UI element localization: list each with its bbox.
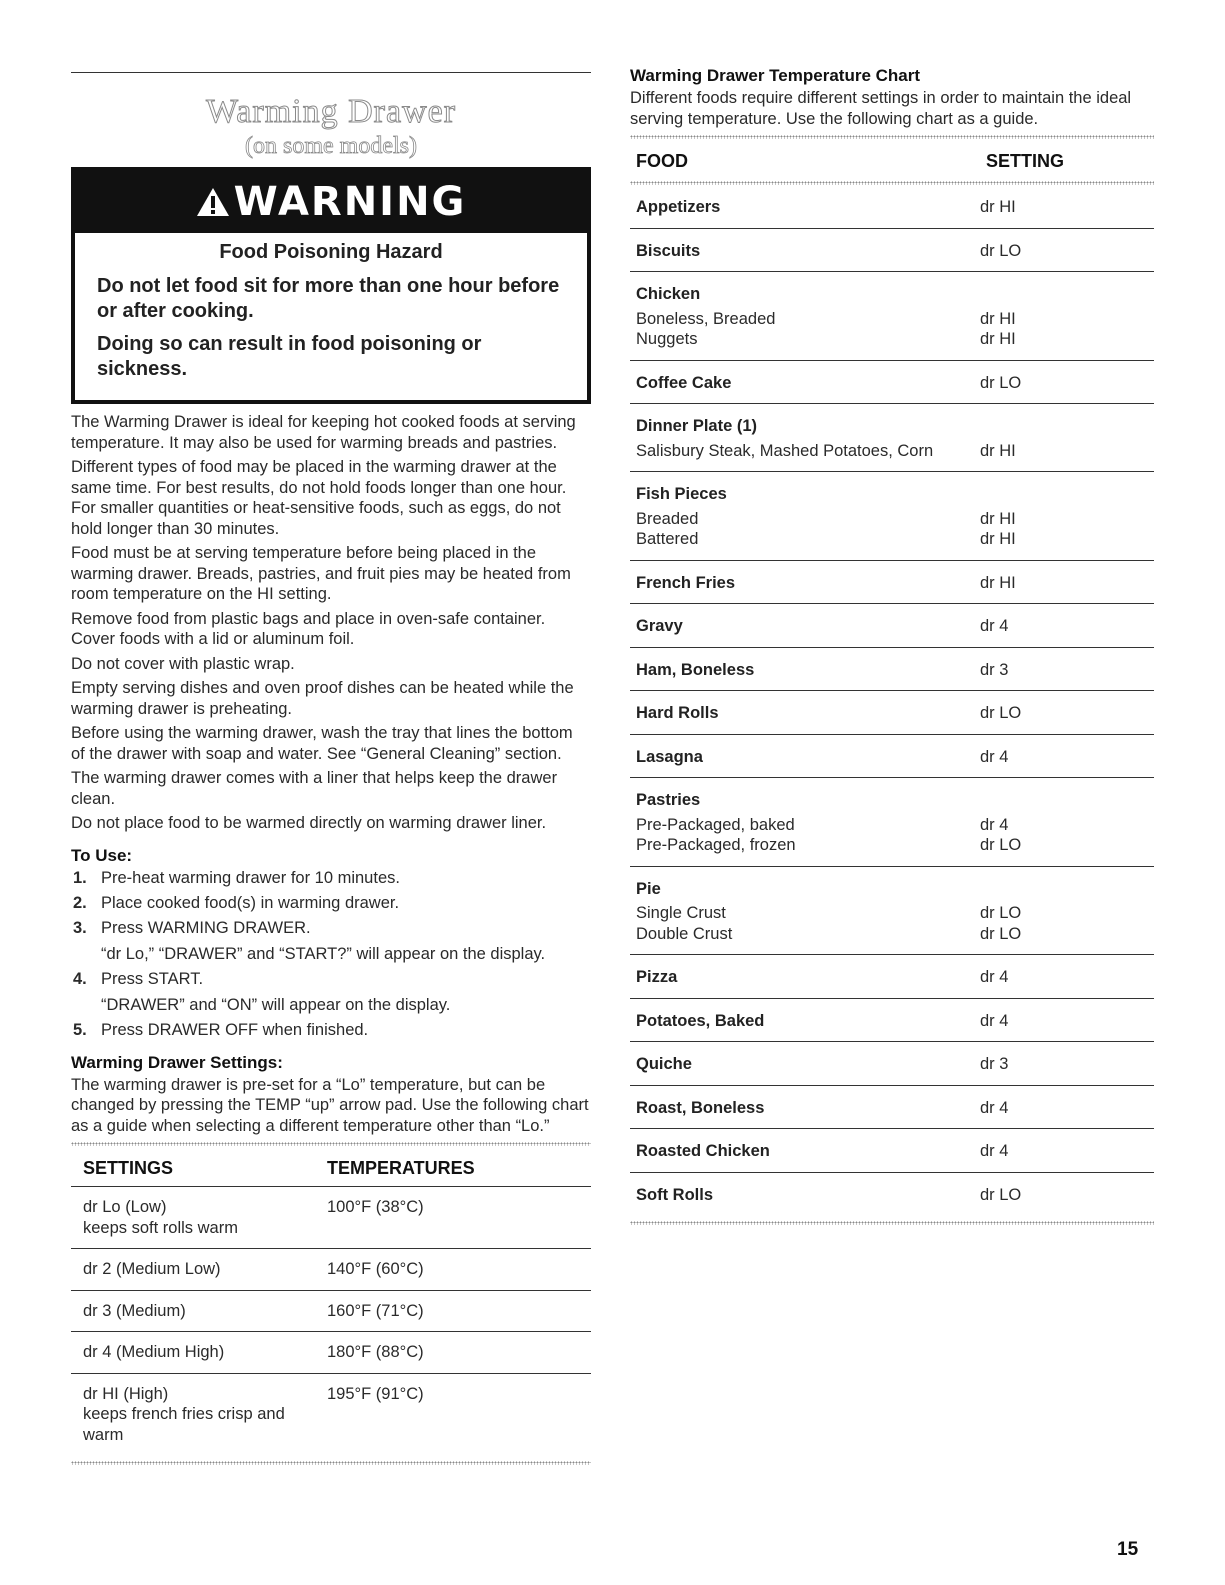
food-name: Roast, Boneless [636,1098,765,1117]
dotted-rule [71,1461,591,1465]
table-row [630,472,1154,561]
col-header-setting: SETTING [986,150,1065,171]
food-subitem-setting: dr 4 [980,815,1009,834]
table-row [630,228,1154,272]
food-subitem: Single Crust [636,904,726,922]
table-row [71,1187,591,1249]
right-column [630,66,1154,1229]
table-row [630,778,1154,867]
food-table-header [630,143,1154,179]
step-item [71,1020,591,1041]
food-subitem: Breaded [636,509,699,528]
food-name: Pizza [636,968,678,986]
step-number: 2. [73,893,87,912]
intro-paragraph: The warming drawer comes with a liner that helps keep the drawer clean. [71,769,558,808]
table-row [630,1172,1154,1215]
step-item [71,868,591,889]
step-text: Place cooked food(s) in warming drawer. [101,893,400,912]
food-table [630,143,1154,1215]
food-name: Lasagna [636,747,703,766]
section-title: Warming Drawer [205,93,457,130]
step-text: Press START. [101,969,204,988]
settings-paragraph: The warming drawer is pre-set for a “Lo” temperature, but can be changed by pressing the TEMP “up” arrow pad. Use the following chart as a guide when selecting a different temperature other than “Lo.” [71,1075,589,1135]
intro-paragraph: Empty serving dishes and oven proof dishes can be heated while the warming drawer is preheating. [71,679,574,718]
table-row [630,560,1154,604]
food-setting: dr 4 [980,1085,1154,1129]
table-row [71,1373,591,1455]
step-number: 3. [73,918,87,937]
table-row [630,866,1154,955]
food-name: Coffee Cake [636,373,732,392]
food-subitem-setting: dr HI [980,509,1016,528]
food-setting: dr LO [980,1172,1154,1215]
food-name: Potatoes, Baked [636,1011,765,1030]
food-subitem-setting: dr HI [980,441,1016,460]
intro-paragraph: The Warming Drawer is ideal for keeping hot cooked foods at serving temperature. It may also be used for warming breads and pastries. [71,413,576,452]
setting-name: dr 2 (Medium Low) [71,1249,327,1291]
setting-name: dr 4 (Medium High) [71,1332,327,1374]
food-subitem: Boneless, Breaded [636,309,776,328]
col-header-food: FOOD [636,150,688,171]
dotted-rule [630,1221,1154,1225]
food-subitem-setting: dr LO [980,924,1022,943]
left-column [71,72,591,1469]
section-subtitle: (on some models) [245,133,417,159]
table-row [630,360,1154,404]
food-name: Soft Rolls [636,1185,713,1204]
step-text: Pre-heat warming drawer for 10 minutes. [101,868,400,887]
food-name: French Fries [636,573,736,592]
food-name: Dinner Plate (1) [636,417,758,435]
food-subitem-setting: dr HI [980,330,1016,348]
settings-table [71,1150,591,1455]
table-row [630,185,1154,228]
col-header-temperatures: TEMPERATURES [327,1157,475,1178]
food-subitem: Salisbury Steak, Mashed Potatoes, Corn [636,441,934,460]
warning-header [75,171,587,233]
food-setting: dr 4 [980,955,1154,999]
food-setting: dr HI [980,560,1154,604]
food-name: Biscuits [636,241,701,260]
setting-temp: 195°F (91°C) [327,1373,591,1455]
table-row [630,1129,1154,1173]
food-subitem: Double Crust [636,924,733,943]
food-subitem: Battered [636,530,699,548]
food-subitem: Pre-Packaged, baked [636,815,795,834]
table-row [71,1332,591,1374]
step-note: “dr Lo,” “DRAWER” and “START?” will appear on the display. [101,944,546,963]
table-row [630,647,1154,691]
top-rule [71,72,591,73]
food-name: Quiche [636,1055,692,1073]
step-item [71,918,591,965]
step-number: 5. [73,1020,87,1039]
food-subitem-setting: dr HI [980,530,1016,548]
food-setting: dr 3 [980,1042,1154,1086]
intro-paragraph: Do not place food to be warmed directly on warming drawer liner. [71,814,547,832]
dotted-rule [71,1142,591,1146]
warning-label: WARNING [233,179,467,225]
intro-paragraph: Food must be at serving temperature before being placed in the warming drawer. Breads, pastries, and fruit pies may be heated from room temperature on the HI setting. [71,544,571,603]
setting-temp: 180°F (88°C) [327,1332,591,1374]
food-subitem-setting: dr LO [980,904,1022,922]
food-name: Ham, Boneless [636,660,755,679]
table-row [71,1249,591,1291]
table-row [630,404,1154,472]
warning-triangle-icon [196,187,230,217]
food-setting: dr 4 [980,604,1154,648]
warning-body [75,233,587,400]
temp-chart-paragraph: Different foods require different settings in order to maintain the ideal serving temperature. Use the following chart as a guide. [630,89,1132,128]
intro-paragraph: Remove food from plastic bags and place in oven-safe container. Cover foods with a lid or aluminum foil. [71,609,546,648]
food-name: Chicken [636,285,701,303]
table-row [630,691,1154,735]
table-row [630,998,1154,1042]
setting-name: dr HI (High) [83,1384,169,1403]
settings-heading: Warming Drawer Settings: [71,1052,283,1072]
step-text: Press WARMING DRAWER. [101,918,311,937]
hazard-title: Food Poisoning Hazard [219,241,443,263]
setting-note: keeps soft rolls warm [83,1218,238,1237]
food-name: Pastries [636,791,701,809]
food-name: Pie [636,879,661,898]
step-number: 1. [73,868,87,887]
step-note: “DRAWER” and “ON” will appear on the display. [101,995,451,1014]
food-setting: dr 3 [980,647,1154,691]
settings-table-header [71,1150,591,1187]
table-row [630,272,1154,361]
dotted-rule [630,135,1154,139]
food-name: Roasted Chicken [636,1142,770,1160]
col-header-settings: SETTINGS [83,1157,174,1178]
food-rows [630,185,1154,1215]
warning-box [71,167,591,404]
food-name: Appetizers [636,198,721,216]
food-subitem-setting: dr HI [980,309,1016,328]
setting-temp: 160°F (71°C) [327,1290,591,1332]
food-subitem: Nuggets [636,330,698,348]
intro-paragraph: Before using the warming drawer, wash the tray that lines the bottom of the drawer with soap and water. See “General Cleaning” section. [71,724,573,763]
food-subitem: Pre-Packaged, frozen [636,836,796,854]
food-setting: dr 4 [980,998,1154,1042]
intro-paragraph: Do not cover with plastic wrap. [71,654,295,673]
warning-line: Doing so can result in food poisoning or sickness. [97,333,482,380]
food-setting: dr LO [980,691,1154,735]
food-setting: dr 4 [980,1129,1154,1173]
table-row [630,1085,1154,1129]
page-number: 15 [1117,1539,1139,1560]
food-setting: dr LO [980,228,1154,272]
table-row [630,955,1154,999]
step-text: Press DRAWER OFF when finished. [101,1020,369,1039]
setting-temp: 140°F (60°C) [327,1249,591,1291]
intro-text [71,412,591,834]
food-name: Fish Pieces [636,485,727,503]
food-setting: dr 4 [980,734,1154,778]
table-row [630,604,1154,648]
temp-chart-heading: Warming Drawer Temperature Chart [630,66,921,85]
setting-name: dr 3 (Medium) [71,1290,327,1332]
food-setting: dr HI [980,198,1016,216]
step-number: 4. [73,969,87,988]
setting-note: keeps french fries crisp and warm [83,1405,285,1444]
table-row [630,1042,1154,1086]
to-use-heading: To Use: [71,845,133,865]
food-subitem-setting: dr LO [980,836,1022,854]
table-row [71,1290,591,1332]
setting-name: dr Lo (Low) [83,1198,167,1216]
step-item [71,969,591,1016]
food-setting: dr LO [980,360,1154,404]
food-name: Hard Rolls [636,704,719,722]
table-row [630,734,1154,778]
step-item [71,893,591,914]
intro-paragraph: Different types of food may be placed in the warming drawer at the same time. For best results, do not hold foods longer than one hour. For smaller quantities or heat-sensitive foods, such as eggs, do not hold longer than 30 minutes. [71,458,567,538]
warning-line: Do not let food sit for more than one hour before or after cooking. [97,275,560,322]
setting-temp: 100°F (38°C) [327,1187,591,1249]
to-use-steps [71,868,591,1041]
food-name: Gravy [636,617,683,635]
